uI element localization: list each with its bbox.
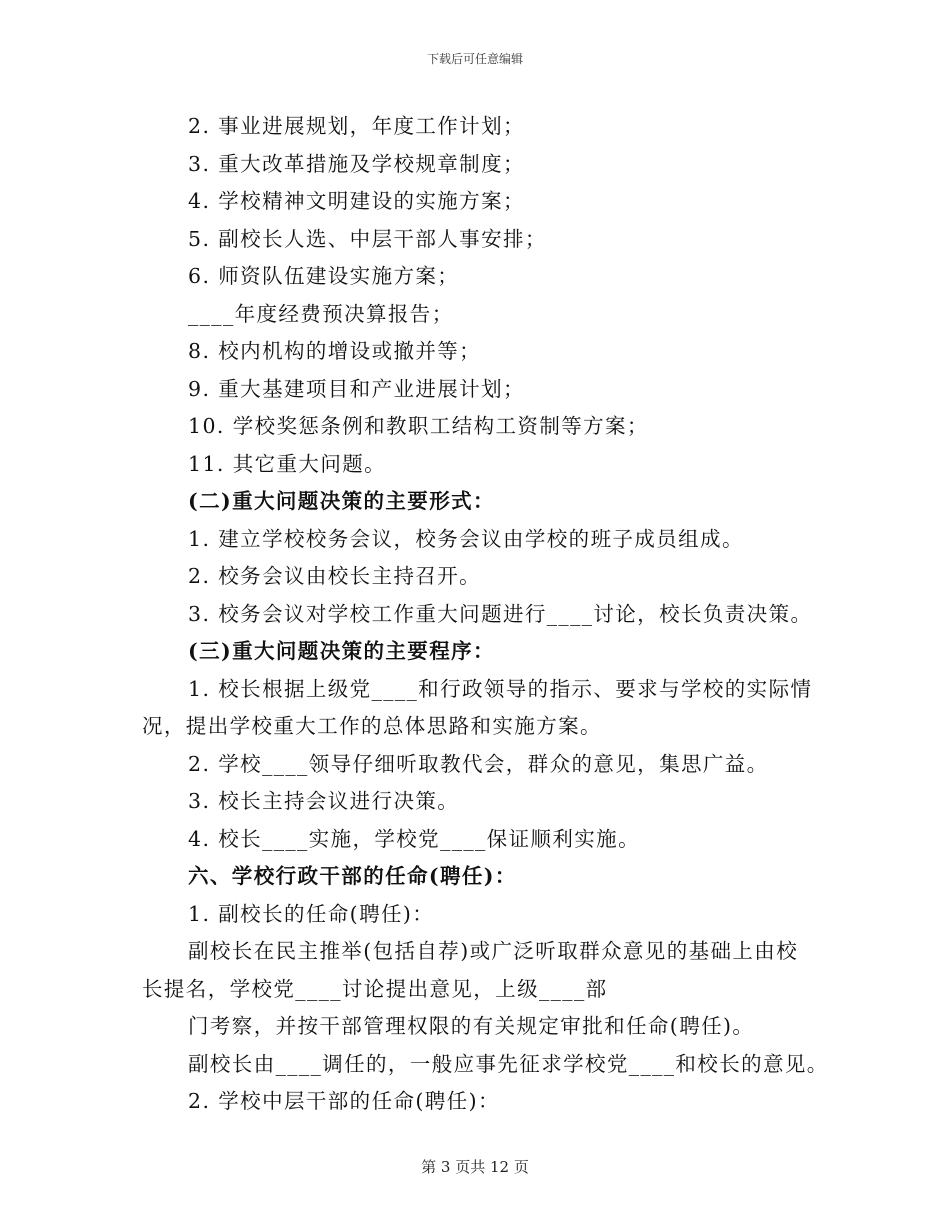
paragraph-line: 副校长由____调任的，一般应事先征求学校党____和校长的意见。 xyxy=(188,1051,829,1076)
document-body xyxy=(142,108,829,1121)
paragraph-line: 况，提出学校重大工作的总体思路和实施方案。 xyxy=(142,714,602,738)
paragraph-line: 10. 学校奖惩条例和教职工结构工资制等方案； xyxy=(188,414,649,438)
paragraph-line: 2. 学校中层干部的任命(聘任)： xyxy=(188,1089,500,1113)
paragraph-line: 门考察，并按干部管理权限的有关规定审批和任命(聘任)。 xyxy=(188,1014,755,1038)
page-footer: 第 3 页共 12 页 xyxy=(421,1158,529,1176)
paragraph-line: 3. 校长主持会议进行决策。 xyxy=(188,789,460,813)
paragraph-line: 1. 校长根据上级党____和行政领导的指示、要求与学校的实际情 xyxy=(188,676,813,701)
paragraph-line: 3. 校务会议对学校工作重大问题进行____讨论，校长负责决策。 xyxy=(188,601,813,626)
paragraph-line: 8. 校内机构的增设或撤并等； xyxy=(188,339,482,363)
paragraph-line: 副校长在民主推举(包括自荐)或广泛听取群众意见的基础上由校 xyxy=(188,939,799,963)
paragraph-line: 2. 事业进展规划，年度工作计划； xyxy=(188,114,525,138)
paragraph-line: ____年度经费预决算报告； xyxy=(188,301,454,326)
section-heading: (三)重大问题决策的主要程序： xyxy=(188,639,495,663)
paragraph-line: 4. 学校精神文明建设的实施方案； xyxy=(188,189,525,213)
paragraph-line: 2. 校务会议由校长主持召开。 xyxy=(188,564,482,588)
page-header: 下载后可任意编辑 xyxy=(426,52,523,66)
paragraph-line: 3. 重大改革措施及学校规章制度； xyxy=(188,151,525,176)
paragraph-line: 6. 师资队伍建设实施方案； xyxy=(188,264,460,288)
paragraph-line: 11. 其它重大问题。 xyxy=(188,451,387,476)
paragraph-line: 长提名，学校党____讨论提出意见，上级____部 xyxy=(142,976,608,1001)
paragraph-line: 1. 副校长的任命(聘任)： xyxy=(188,901,435,926)
paragraph-line: 1. 建立学校校务会议，校务会议由学校的班子成员组成。 xyxy=(188,526,744,551)
paragraph-line: 9. 重大基建项目和产业进展计划； xyxy=(188,376,525,401)
paragraph-line: 5. 副校长人选、中层干部人事安排； xyxy=(188,226,547,251)
paragraph-line: 4. 校长____实施，学校党____保证顺利实施。 xyxy=(188,826,640,851)
section-heading: 六、学校行政干部的任命(聘任)： xyxy=(188,864,517,888)
paragraph-line: 2. 学校____领导仔细听取教代会，群众的意见，集思广益。 xyxy=(188,751,769,776)
section-heading: (二)重大问题决策的主要形式： xyxy=(188,489,495,513)
